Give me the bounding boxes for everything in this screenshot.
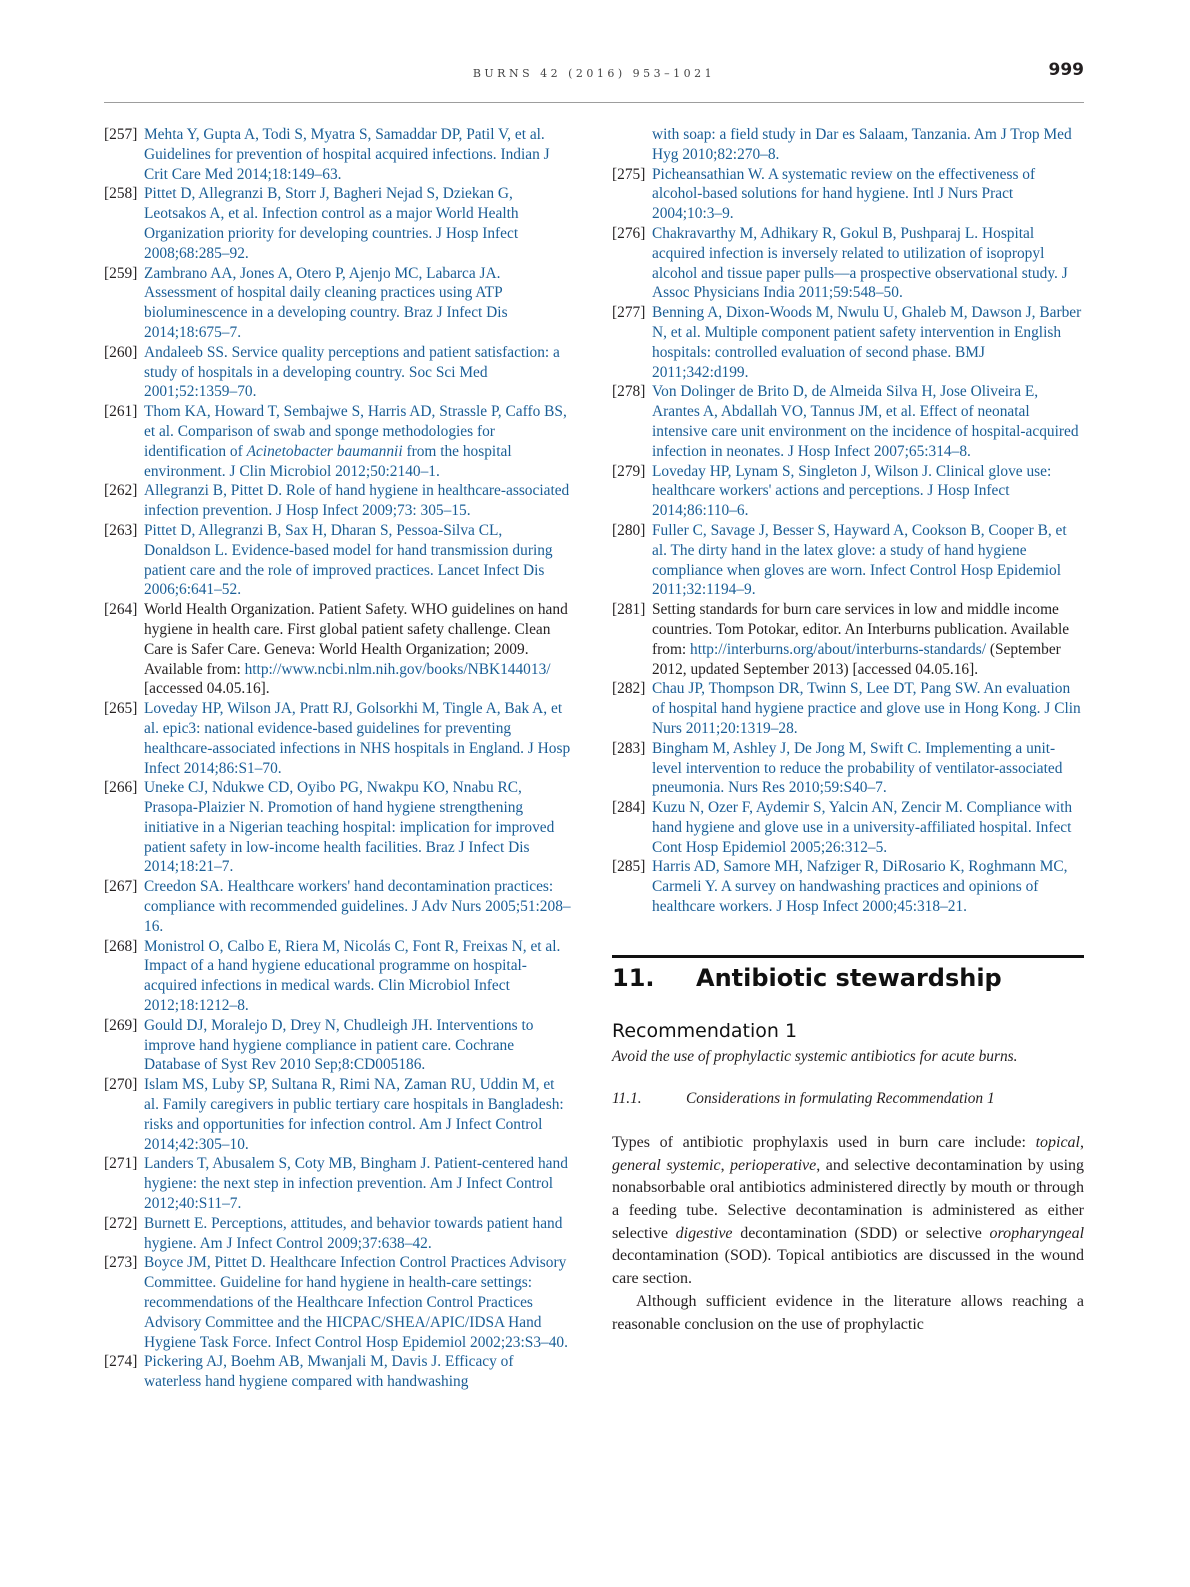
body-paragraph: [612, 1132, 1084, 1291]
running-head: BURNS 42 (2016) 953–1021: [472, 67, 716, 80]
reference-269[interactable]: [104, 1016, 572, 1075]
reference-text: Kuzu N, Ozer F, Aydemir S, Yalcin AN, Zencir M. Compliance with hand hygiene and glove use in a university-affiliated hospital. Infect Cont Hosp Epidemiol 2005;26:312–5.: [652, 799, 1073, 856]
reference-text: Uneke CJ, Ndukwe CD, Oyibo PG, Nwakpu KO, Nnabu RC, Prasopa-Plaizier N. Promotion of hand hygiene strengthening initiative in a Nigerian teaching hospital: implication for improved patient safety in low-income health facilities. Braz J Infect Dis 2014;18:21–7.: [144, 779, 555, 876]
page-number: 999: [1048, 60, 1084, 80]
reference-text: Creedon SA. Healthcare workers' hand decontamination practices: compliance with recommended guidelines. J Adv Nurs 2005;51:208–16.: [144, 878, 571, 935]
reference-text: Zambrano AA, Jones A, Otero P, Ajenjo MC, Labarca JA. Assessment of hospital daily cleaning practices using ATP bioluminescence in a developing country. Braz J Infect Dis 2014;18:675–7.: [144, 264, 508, 341]
reference-266[interactable]: [104, 778, 572, 877]
reference-text: Harris AD, Samore MH, Nafziger R, DiRosario K, Roghmann MC, Carmeli Y. A survey on handwashing practices and opinions of healthcare workers. J Hosp Infect 2000;45:318–21.: [652, 858, 1068, 916]
reference-text: Picheansathian W. A systematic review on the effectiveness of alcohol-based solutions for hand hygiene. Intl J Nurs Pract 2004;10:3–9.: [652, 165, 1036, 223]
reference-number: [281]: [612, 601, 646, 619]
italic-term: digestive: [675, 1224, 733, 1242]
reference-262[interactable]: [104, 481, 572, 521]
reference-281: [612, 600, 1084, 679]
reference-text: Chau JP, Thompson DR, Twinn S, Lee DT, Pang SW. An evaluation of hospital hand hygiene practice and glove use in Hong Kong. J Clin Nurs 2011;20:1319–28.: [652, 680, 1081, 737]
text-run: decontamination (SOD). Topical antibiotics are discussed in the wound care section.: [612, 1247, 1084, 1288]
reference-274-continued[interactable]: [612, 125, 1084, 165]
reference-text: from the hospital environment. J Clin Microbiol 2012;50:2140–1.: [144, 442, 512, 480]
reference-text: Pickering AJ, Boehm AB, Mwanjali M, Davis J. Efficacy of waterless hand hygiene compared with handwashing: [144, 1353, 514, 1391]
reference-279[interactable]: [612, 462, 1084, 521]
reference-274[interactable]: [104, 1352, 572, 1392]
reference-number: [279]: [612, 462, 646, 480]
reference-number: [263]: [104, 521, 138, 539]
reference-text: Pittet D, Allegranzi B, Storr J, Bagheri Nejad S, Dziekan G, Leotsakos A, et al. Infection control as a major World Health Organization priority for developing countries. J Hosp Infect 2008;68:285–92.: [144, 185, 519, 262]
reference-number: [278]: [612, 383, 646, 401]
reference-text: Pittet D, Allegranzi B, Sax H, Dharan S, Pessoa-Silva CL, Donaldson L. Evidence-based model for hand transmission during patient care and the role of improved practices. Lancet Infect Dis 2006;6:641–52.: [144, 521, 553, 599]
reference-267[interactable]: [104, 877, 572, 936]
section-number: 11.: [612, 963, 655, 992]
reference-list: [104, 125, 572, 1392]
reference-number: [267]: [104, 878, 138, 896]
species-name: Acinetobacter baumannii: [246, 442, 403, 460]
subsection-title: Considerations in formulating Recommendation 1: [686, 1089, 995, 1107]
reference-number: [277]: [612, 304, 646, 322]
body-paragraph: Although sufficient evidence in the literature allows reaching a reasonable conclusion on the use of prophylactic: [612, 1292, 1084, 1333]
reference-number: [258]: [104, 185, 138, 203]
page-header: [104, 60, 1084, 103]
reference-text: Andaleeb SS. Service quality perceptions and patient satisfaction: a study of hospitals in a developing country. Soc Sci Med 2001;52:1359–70.: [144, 343, 560, 401]
reference-number: [262]: [104, 482, 138, 500]
reference-273[interactable]: [104, 1253, 572, 1352]
reference-265[interactable]: [104, 699, 572, 778]
reference-number: [273]: [104, 1254, 138, 1272]
reference-text: Von Dolinger de Brito D, de Almeida Silva H, Jose Oliveira E, Arantes A, Abdallah VO, Tannus JM, et al. Effect of neonatal intensive care unit environment on the incidence of hospital-acquired infection in neonates. J Hosp Infect 2007;65:314–8.: [652, 383, 1079, 460]
reference-number: [271]: [104, 1155, 138, 1173]
reference-text: Islam MS, Luby SP, Sultana R, Rimi NA, Zaman RU, Uddin M, et al. Family caregivers in public tertiary care hospitals in Bangladesh: risks and opportunities for infection control. Am J Infect Control 2014;42:305–10.: [144, 1076, 564, 1153]
reference-text: Allegranzi B, Pittet D. Role of hand hygiene in healthcare-associated infection prevention. J Hosp Infect 2009;73: 305–15.: [144, 482, 570, 520]
reference-number: [274]: [104, 1353, 138, 1371]
reference-number: [284]: [612, 799, 646, 817]
reference-text: [accessed 04.05.16].: [144, 680, 270, 698]
text-run: Types of antibiotic prophylaxis used in burn care include:: [612, 1133, 1036, 1151]
reference-283[interactable]: [612, 739, 1084, 798]
reference-text: Chakravarthy M, Adhikary R, Gokul B, Pushparaj L. Hospital acquired infection is inversely related to utilization of isopropyl alcohol and tissue paper pulls—a prospective observational study. J Assoc Physicians India 2011;59:548–50.: [652, 224, 1068, 302]
reference-text: Loveday HP, Wilson JA, Pratt RJ, Golsorkhi M, Tingle A, Bak A, et al. epic3: national evidence-based guidelines for preventing healthcare-associated infections in NHS hospitals in England. J Hosp Infect 2014;86:S1–70.: [144, 700, 571, 777]
reference-text: Landers T, Abusalem S, Coty MB, Bingham J. Patient-centered hand hygiene: the next step in infection prevention. Am J Infect Control 2012;40:S11–7.: [144, 1155, 568, 1213]
reference-list: [612, 125, 1084, 917]
reference-263[interactable]: [104, 521, 572, 600]
reference-number: [260]: [104, 343, 138, 361]
reference-number: [276]: [612, 224, 646, 242]
text-run: ,: [720, 1156, 731, 1174]
reference-268[interactable]: [104, 937, 572, 1016]
right-column: [612, 125, 1084, 1336]
reference-285[interactable]: [612, 857, 1084, 916]
reference-text: Monistrol O, Calbo E, Riera M, Nicolás C, Font R, Freixas N, et al. Impact of a hand hygiene educational programme on hospital-acquired infections in medical wards. Clin Microbiol Infect 2012;18:1212–8.: [144, 937, 561, 1015]
italic-term: perioperative: [730, 1156, 817, 1174]
reference-284[interactable]: [612, 798, 1084, 857]
reference-text: Loveday HP, Lynam S, Singleton J, Wilson J. Clinical glove use: healthcare workers' actions and perceptions. J Hosp Infect 2014;86:110–6.: [652, 462, 1052, 520]
reference-261[interactable]: [104, 402, 572, 481]
reference-270[interactable]: [104, 1075, 572, 1154]
reference-text: Bingham M, Ashley J, De Jong M, Swift C. Implementing a unit-level intervention to reduce the probability of ventilator-associated pneumonia. Nurs Res 2010;59:S40–7.: [652, 739, 1063, 797]
reference-282[interactable]: [612, 679, 1084, 738]
reference-text: Gould DJ, Moralejo D, Drey N, Chudleigh JH. Interventions to improve hand hygiene compliance in patient care. Cochrane Database of Syst Rev 2010 Sep;8:CD005186.: [144, 1016, 534, 1074]
recommendation-title: Recommendation 1: [612, 1019, 798, 1042]
text-run: ,: [1080, 1133, 1084, 1151]
reference-text: with soap: a field study in Dar es Salaam, Tanzania. Am J Trop Med Hyg 2010;82:270–8.: [652, 126, 1072, 163]
reference-text: Setting standards for burn care services in low and middle income countries. Tom Potokar, editor. An Interburns publication. Available from:: [652, 601, 1070, 658]
reference-272[interactable]: [104, 1214, 572, 1254]
subsection-heading: [612, 1090, 1084, 1108]
section-title: Antibiotic stewardship: [696, 963, 1002, 992]
reference-264: [104, 600, 572, 699]
reference-277[interactable]: [612, 303, 1084, 382]
reference-text: Mehta Y, Gupta A, Todi S, Myatra S, Samaddar DP, Patil V, et al. Guidelines for prevention of hospital acquired infections. Indian J Crit Care Med 2014;18:149–63.: [144, 126, 550, 183]
reference-text: Boyce JM, Pittet D. Healthcare Infection Control Practices Advisory Committee. Guideline for hand hygiene in health-care settings: recommendations of the Healthcare Infection Control Practices Advisory Committee and the HICPAC/SHEA/APIC/IDSA Hand Hygiene Task Force. Infect Control Hosp Epidemiol 2002;23:S3–40.: [144, 1254, 568, 1351]
reference-link[interactable]: http://interburns.org/about/interburns-standards/: [690, 640, 986, 658]
reference-number: [272]: [104, 1214, 138, 1232]
italic-term: topical: [1035, 1133, 1080, 1151]
reference-number: [269]: [104, 1016, 138, 1034]
reference-link[interactable]: http://www.ncbi.nlm.nih.gov/books/NBK144013/: [244, 660, 551, 678]
italic-term: oropharyngeal: [989, 1224, 1085, 1242]
reference-number: [285]: [612, 858, 646, 876]
reference-number: [265]: [104, 700, 138, 718]
reference-278[interactable]: [612, 382, 1084, 461]
reference-text: Fuller C, Savage J, Besser S, Hayward A, Cookson B, Cooper B, et al. The dirty hand in the latex glove: a study of hand hygiene compliance when gloves are worn. Infect Control Hosp Epidemiol 2011;32:1194–9.: [652, 521, 1067, 599]
section-heading: [612, 955, 1084, 992]
reference-number: [282]: [612, 680, 646, 698]
reference-258[interactable]: [104, 184, 572, 263]
reference-text: Benning A, Dixon-Woods M, Nwulu U, Ghaleb M, Dawson J, Barber N, et al. Multiple component patient safety intervention in English hospitals: controlled evaluation of second phase. BMJ 2011;342:d199.: [652, 304, 1082, 381]
reference-number: [275]: [612, 165, 646, 183]
reference-number: [270]: [104, 1076, 138, 1094]
text-run: decontamination (SDD) or selective: [732, 1224, 990, 1242]
reference-text: World Health Organization. Patient Safety. WHO guidelines on hand hygiene in health care. First global patient safety challenge. Clean Care is Safer Care. Geneva: World Health Organization; 2009. Available from:: [144, 601, 568, 678]
text-run: , and selective decontamination by using nonabsorbable oral antibiotics administered directly by mouth or through a feeding tube. Selective decontamination is administered as either selective: [612, 1156, 1085, 1242]
reference-text: (September 2012, updated September 2013) [accessed 04.05.16].: [652, 640, 1061, 678]
reference-number: [283]: [612, 739, 646, 757]
subsection-number: 11.1.: [612, 1089, 642, 1107]
reference-number: [268]: [104, 937, 138, 955]
reference-number: [261]: [104, 403, 138, 421]
reference-257[interactable]: [104, 125, 572, 184]
reference-number: [259]: [104, 264, 138, 282]
reference-260[interactable]: [104, 343, 572, 402]
reference-number: [257]: [104, 126, 138, 143]
reference-text: Thom KA, Howard T, Sembajwe S, Harris AD, Strassle P, Caffo BS, et al. Comparison of swab and sponge methodologies for identification of: [144, 403, 567, 460]
left-column: [104, 125, 572, 1392]
reference-number: [264]: [104, 601, 138, 619]
italic-term: general systemic: [612, 1156, 721, 1174]
reference-259[interactable]: [104, 264, 572, 343]
reference-text: Burnett E. Perceptions, attitudes, and behavior towards patient hand hygiene. Am J Infect Control 2009;37:638–42.: [144, 1214, 563, 1252]
reference-number: [280]: [612, 521, 646, 539]
reference-number: [266]: [104, 779, 138, 797]
reference-276[interactable]: [612, 224, 1084, 303]
recommendation-text: Avoid the use of prophylactic systemic antibiotics for acute burns.: [612, 1047, 1018, 1065]
reference-271[interactable]: [104, 1154, 572, 1213]
reference-280[interactable]: [612, 521, 1084, 600]
reference-275[interactable]: [612, 165, 1084, 224]
